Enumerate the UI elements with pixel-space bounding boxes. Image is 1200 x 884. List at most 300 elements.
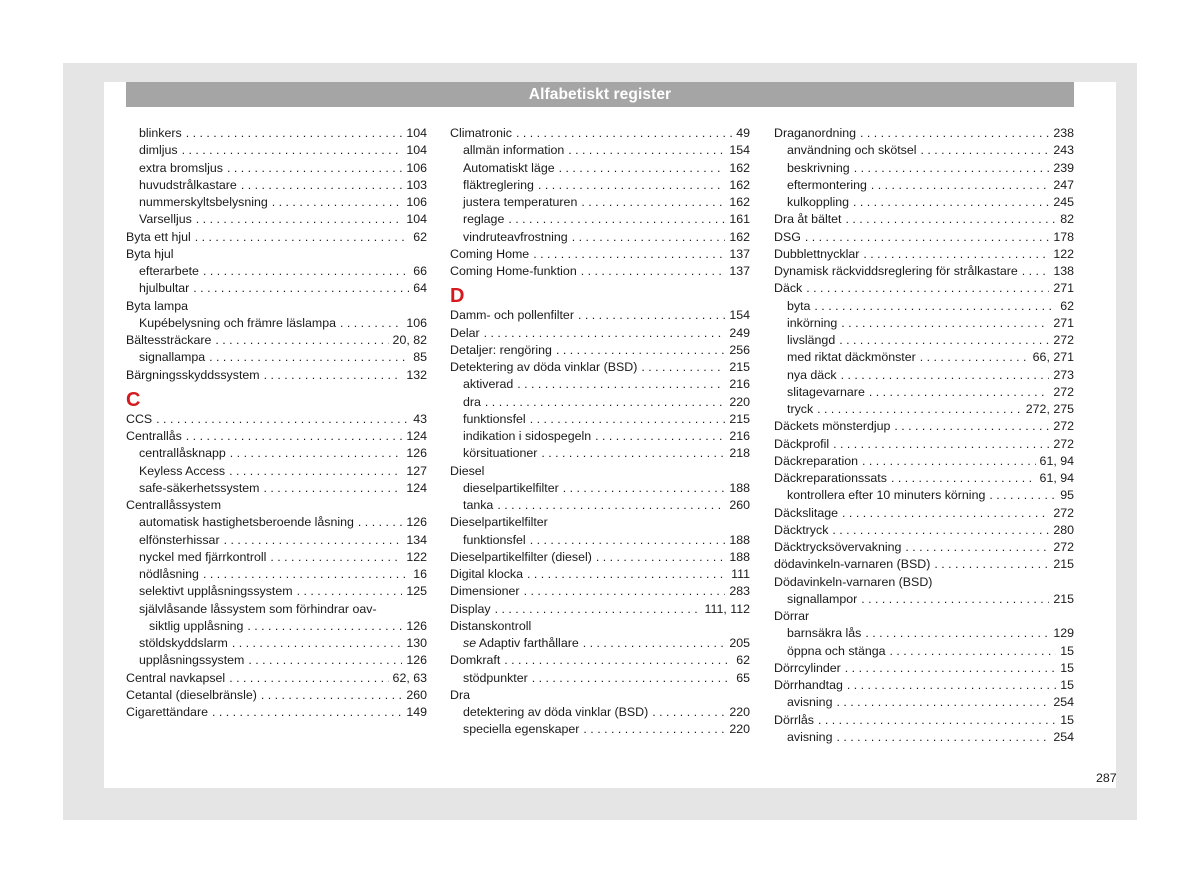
index-subentry <box>126 177 427 194</box>
dot-leader <box>854 160 1050 177</box>
index-entry <box>774 211 1074 228</box>
entry-term: Dra åt bältet <box>774 212 842 227</box>
index-subentry <box>126 194 427 211</box>
index-entry <box>450 566 750 583</box>
page-reference: 132 <box>406 367 427 382</box>
page-reference: 178 <box>1053 229 1074 244</box>
dot-leader <box>581 194 725 211</box>
page-reference: 62 <box>736 653 750 668</box>
entry-term: avisning <box>787 695 833 710</box>
index-subentry <box>450 497 750 514</box>
index-subentry <box>774 643 1074 660</box>
page-reference: 43 <box>413 411 427 426</box>
index-subentry <box>450 704 750 721</box>
dot-leader <box>583 721 725 738</box>
page-reference: 111, 112 <box>704 601 750 616</box>
entry-term: Dörrcylinder <box>774 660 841 675</box>
entry-term: automatisk hastighetsberoende låsning <box>139 515 354 530</box>
dot-leader <box>871 177 1049 194</box>
entry-term: Coming Home-funktion <box>450 264 577 278</box>
dot-leader <box>497 497 725 514</box>
dot-leader <box>805 229 1049 246</box>
dot-leader <box>860 125 1049 142</box>
entry-term: Dynamisk räckviddsreglering för strålkastare <box>774 264 1018 278</box>
index-subentry <box>450 376 750 393</box>
dot-leader <box>247 618 402 635</box>
index-entry <box>450 359 750 376</box>
page-reference: 138 <box>1053 264 1074 278</box>
index-entry <box>450 342 750 359</box>
dot-leader <box>841 367 1050 384</box>
dot-leader <box>578 307 725 324</box>
entry-term: barnsäkra lås <box>787 626 862 641</box>
page-reference: 162 <box>729 177 750 192</box>
dot-leader <box>508 211 725 228</box>
entry-term: kulkoppling <box>787 195 849 209</box>
page-reference: 188 <box>729 549 750 564</box>
entry-term: tryck <box>787 402 814 416</box>
page-reference: 20, 82 <box>392 333 427 347</box>
dot-leader <box>836 694 1049 711</box>
index-entry <box>126 704 427 721</box>
dot-leader <box>595 428 725 445</box>
entry-term: dieselpartikelfilter <box>463 480 559 495</box>
index-subentry <box>126 618 427 635</box>
index-subentry <box>126 463 427 480</box>
dot-leader <box>485 394 725 411</box>
dot-leader <box>563 480 726 497</box>
index-subentry <box>126 315 427 332</box>
dot-leader <box>581 263 726 280</box>
entry-term: stödpunkter <box>463 670 528 685</box>
index-entry <box>774 539 1074 556</box>
index-subentry <box>126 142 427 159</box>
dot-leader <box>836 729 1049 746</box>
page-reference: 66, 271 <box>1032 350 1074 365</box>
page-reference: 125 <box>406 584 427 599</box>
dot-leader <box>264 367 403 384</box>
index-subentry <box>126 480 427 497</box>
index-subentry <box>126 280 427 297</box>
index-entry <box>774 712 1074 729</box>
entry-term: justera temperaturen <box>463 195 578 209</box>
index-column-2 <box>450 125 750 739</box>
dot-leader <box>568 142 725 159</box>
page-header <box>126 82 1074 107</box>
entry-term: reglage <box>463 212 505 227</box>
page-reference: 104 <box>406 143 427 158</box>
page-reference: 239 <box>1053 160 1074 175</box>
dot-leader <box>484 325 726 342</box>
index-subentry <box>774 367 1074 384</box>
dot-leader <box>842 505 1049 522</box>
page-reference: 62 <box>1060 298 1074 313</box>
index-subentry <box>774 625 1074 642</box>
index-subentry <box>774 694 1074 711</box>
page-reference: 126 <box>406 618 427 633</box>
section-letter: C <box>126 388 141 411</box>
page-reference: 216 <box>729 429 750 443</box>
dot-leader <box>541 445 725 462</box>
dot-leader <box>297 583 403 600</box>
index-entry <box>126 670 427 687</box>
index-subentry <box>774 487 1074 504</box>
dot-leader <box>212 704 402 721</box>
dot-leader <box>248 652 402 669</box>
page-reference: 137 <box>729 246 750 261</box>
dot-leader <box>921 142 1050 159</box>
page-reference: 220 <box>729 722 750 737</box>
entry-term: Distanskontroll <box>450 618 532 633</box>
entry-term: eftermontering <box>787 177 867 192</box>
dot-leader <box>641 359 725 376</box>
entry-term: Däcktryck <box>774 522 829 537</box>
page-reference: 245 <box>1053 195 1074 209</box>
entry-term: kontrollera efter 10 minuters körning <box>787 488 986 503</box>
dot-leader <box>559 160 726 177</box>
index-subentry <box>126 514 427 531</box>
index-subentry <box>774 194 1074 211</box>
dot-leader <box>583 635 726 652</box>
entry-term: Dödavinkeln-varnaren (BSD) <box>774 574 933 589</box>
page-reference: 161 <box>729 212 750 227</box>
page-reference: 124 <box>406 480 427 495</box>
index-subentry <box>126 445 427 462</box>
index-entry <box>450 125 750 142</box>
dot-leader <box>203 263 409 280</box>
page-reference: 134 <box>406 532 427 547</box>
entry-term: öppna och stänga <box>787 643 886 658</box>
entry-term: Cigarettändare <box>126 705 208 719</box>
index-entry <box>450 687 750 704</box>
entry-term: Däckreparationssats <box>774 471 887 485</box>
page-reference: 238 <box>1053 126 1074 140</box>
page-reference: 260 <box>406 687 427 702</box>
page-reference: 64 <box>413 281 427 296</box>
index-subentry <box>774 298 1074 315</box>
entry-term: speciella egenskaper <box>463 722 580 737</box>
dot-leader <box>232 635 402 652</box>
index-entry <box>450 583 750 600</box>
dot-leader <box>533 246 725 263</box>
dot-leader <box>340 315 402 332</box>
page-reference: 216 <box>729 377 750 392</box>
dot-leader <box>261 687 402 704</box>
index-entry <box>126 229 427 246</box>
index-entry <box>774 522 1074 539</box>
page-reference: 124 <box>406 429 427 443</box>
entry-term: Dimensioner <box>450 584 520 599</box>
entry-term: beskrivning <box>787 160 850 175</box>
dot-leader <box>229 670 388 687</box>
index-subentry <box>450 532 750 549</box>
page-reference: 149 <box>406 705 427 719</box>
page-reference: 215 <box>729 411 750 426</box>
entry-term: Dieselpartikelfilter <box>450 515 548 530</box>
entry-term: Draganordning <box>774 126 856 140</box>
index-subentry <box>450 635 750 652</box>
entry-term: blinkers <box>139 126 182 140</box>
dot-leader <box>1022 263 1050 280</box>
page-reference: 218 <box>729 446 750 461</box>
index-subentry <box>126 549 427 566</box>
dot-leader <box>270 549 402 566</box>
dot-leader <box>839 332 1049 349</box>
dot-leader <box>538 177 725 194</box>
index-subentry <box>450 177 750 194</box>
index-entry <box>126 428 427 445</box>
entry-term: Däckprofil <box>774 436 830 451</box>
page-reference: 271 <box>1053 281 1074 296</box>
index-column-1 <box>126 125 427 721</box>
page-reference: 205 <box>729 636 750 650</box>
page-reference: 122 <box>406 549 427 564</box>
dot-leader <box>182 142 403 159</box>
entry-term: Detektering av döda vinklar (BSD) <box>450 360 638 374</box>
index-entry <box>450 618 750 635</box>
entry-term: Domkraft <box>450 653 501 668</box>
index-subentry <box>450 211 750 228</box>
entry-term: användning och skötsel <box>787 143 917 158</box>
dot-leader <box>832 522 1049 539</box>
dot-leader <box>833 436 1049 453</box>
entry-term: aktiverad <box>463 377 514 392</box>
page-reference: 61, 94 <box>1039 453 1074 468</box>
page-reference: 126 <box>406 515 427 530</box>
index-subentry <box>450 142 750 159</box>
page-reference: 215 <box>1053 557 1074 572</box>
index-subentry <box>126 211 427 228</box>
dot-leader <box>241 177 403 194</box>
dot-leader <box>556 342 725 359</box>
entry-term: avisning <box>787 729 833 744</box>
page-reference: 111 <box>731 567 750 581</box>
page-reference: 65 <box>736 670 750 685</box>
entry-term: allmän information <box>463 143 565 158</box>
entry-term: vindruteavfrostning <box>463 229 568 244</box>
dot-leader <box>814 298 1056 315</box>
index-subentry <box>126 263 427 280</box>
index-subentry <box>126 566 427 583</box>
dot-leader <box>203 566 409 583</box>
entry-term: Delar <box>450 325 480 340</box>
dot-leader <box>989 487 1056 504</box>
entry-term: Varselljus <box>139 212 192 227</box>
entry-term: Kupébelysning och främre läslampa <box>139 315 336 330</box>
page-reference: 247 <box>1053 177 1074 192</box>
index-entry <box>774 505 1074 522</box>
page-reference: 15 <box>1060 712 1074 727</box>
dot-leader <box>230 445 403 462</box>
page-reference: 272, 275 <box>1025 402 1074 416</box>
page-reference: 273 <box>1053 367 1074 382</box>
index-entry <box>774 574 1074 591</box>
page-reference: 272 <box>1053 384 1074 399</box>
index-entry <box>774 436 1074 453</box>
dot-leader <box>818 712 1056 729</box>
page-reference: 126 <box>406 653 427 668</box>
index-entry <box>774 125 1074 142</box>
entry-term: Däcktrycksövervakning <box>774 540 902 554</box>
entry-term: CCS <box>126 411 153 426</box>
index-entry <box>126 367 427 384</box>
index-entry <box>774 660 1074 677</box>
entry-term: Cetantal (dieselbränsle) <box>126 687 257 702</box>
index-subentry <box>774 332 1074 349</box>
index-subentry <box>126 583 427 600</box>
entry-term: huvudstrålkastare <box>139 177 237 192</box>
index-entry <box>450 246 750 263</box>
index-subentry <box>450 445 750 462</box>
index-entry <box>450 549 750 566</box>
dot-leader <box>504 652 732 669</box>
entry-term: dra <box>463 394 481 409</box>
index-subentry <box>450 721 750 738</box>
page-reference: 272 <box>1053 333 1074 347</box>
page-number: 287 <box>1096 771 1117 785</box>
entry-term: Display <box>450 601 491 616</box>
page-reference: 62 <box>413 229 427 244</box>
index-subentry <box>450 160 750 177</box>
entry-term: Dörrhandtag <box>774 678 843 692</box>
page-reference: 254 <box>1053 729 1074 744</box>
index-entry <box>126 497 427 514</box>
entry-term: indikation i sidospegeln <box>463 429 592 443</box>
page-reference: 254 <box>1053 695 1074 710</box>
dot-leader <box>853 194 1049 211</box>
index-entry <box>774 608 1074 625</box>
entry-term: funktionsfel <box>463 411 526 426</box>
page-reference: 188 <box>729 532 750 547</box>
entry-term: efterarbete <box>139 264 199 278</box>
entry-term: Byta lampa <box>126 298 188 313</box>
entry-term: hjulbultar <box>139 281 190 296</box>
index-subentry <box>126 532 427 549</box>
dot-leader <box>156 411 409 428</box>
dot-leader <box>890 643 1057 660</box>
page-reference: 215 <box>729 360 750 374</box>
entry-term: Dörrlås <box>774 712 814 727</box>
index-entry <box>126 298 427 315</box>
dot-leader <box>264 480 403 497</box>
page-reference: 256 <box>729 342 750 357</box>
index-subentry <box>126 160 427 177</box>
dot-leader <box>527 566 727 583</box>
index-entry <box>774 246 1074 263</box>
dot-leader <box>934 556 1049 573</box>
page-reference: 82 <box>1060 212 1074 227</box>
index-subentry <box>126 652 427 669</box>
dot-leader <box>196 211 403 228</box>
page-reference: 66 <box>413 264 427 278</box>
dot-leader <box>186 125 403 142</box>
dot-leader <box>861 591 1049 608</box>
page-reference: 129 <box>1053 626 1074 641</box>
page-reference: 106 <box>406 195 427 209</box>
see-reference: se <box>463 636 477 650</box>
page-reference: 272 <box>1053 505 1074 520</box>
page-reference: 188 <box>729 480 750 495</box>
index-entry <box>774 418 1074 435</box>
dot-leader <box>846 211 1057 228</box>
index-subentry <box>450 670 750 687</box>
page-reference: 154 <box>729 143 750 158</box>
index-subentry <box>774 401 1074 418</box>
entry-term: livslängd <box>787 333 836 347</box>
entry-term: upplåsningssystem <box>139 653 245 668</box>
page-reference: 61, 94 <box>1039 471 1074 485</box>
entry-term: tanka <box>463 498 494 512</box>
index-entry <box>774 280 1074 297</box>
dot-leader <box>530 532 726 549</box>
page-reference: 137 <box>729 264 750 278</box>
entry-term: Coming Home <box>450 246 530 261</box>
index-subentry <box>450 194 750 211</box>
page-reference: 49 <box>736 126 750 140</box>
page-reference: 15 <box>1060 660 1074 675</box>
index-subentry <box>126 601 427 618</box>
index-column-3 <box>774 125 1074 746</box>
entry-term: funktionsfel <box>463 532 526 547</box>
entry-term: byta <box>787 298 811 313</box>
entry-term: Däck <box>774 281 803 296</box>
page-reference: 283 <box>729 584 750 599</box>
index-entry <box>450 463 750 480</box>
dot-leader <box>863 246 1049 263</box>
page-reference: 249 <box>729 325 750 340</box>
index-entry <box>126 687 427 704</box>
page-reference: 243 <box>1053 143 1074 158</box>
dot-leader <box>229 463 402 480</box>
entry-term: Automatiskt läge <box>463 160 555 175</box>
dot-leader <box>524 583 726 600</box>
dot-leader <box>862 453 1036 470</box>
entry-term: selektivt upplåsningssystem <box>139 584 293 599</box>
page-reference: 154 <box>729 308 750 323</box>
index-entry <box>774 453 1074 470</box>
dot-leader <box>215 332 388 349</box>
dot-leader <box>358 514 402 531</box>
page-reference: 130 <box>406 636 427 650</box>
page-reference: 162 <box>729 195 750 209</box>
dot-leader <box>495 601 701 618</box>
index-entry <box>450 263 750 280</box>
dot-leader <box>209 349 409 366</box>
entry-term: nyckel med fjärrkontroll <box>139 549 267 564</box>
entry-term: Diesel <box>450 463 485 478</box>
dot-leader <box>224 532 403 549</box>
index-entry <box>774 263 1074 280</box>
index-entry <box>774 229 1074 246</box>
index-subentry <box>126 349 427 366</box>
entry-term: fläktreglering <box>463 177 534 192</box>
dot-leader <box>891 470 1036 487</box>
index-entry <box>126 332 427 349</box>
page-reference: 215 <box>1053 591 1074 606</box>
entry-term: Bärgningsskyddssystem <box>126 367 260 382</box>
entry-term: dödavinkeln-varnaren (BSD) <box>774 557 931 572</box>
entry-term: Dra <box>450 687 470 702</box>
entry-term: Däckreparation <box>774 453 859 468</box>
index-subentry <box>450 480 750 497</box>
entry-term: stöldskyddslarm <box>139 636 228 650</box>
dot-leader <box>905 539 1049 556</box>
page-reference: 122 <box>1053 246 1074 261</box>
entry-term: Detaljer: rengöring <box>450 342 552 357</box>
dot-leader <box>817 401 1022 418</box>
dot-leader <box>532 670 732 687</box>
index-subentry <box>774 591 1074 608</box>
